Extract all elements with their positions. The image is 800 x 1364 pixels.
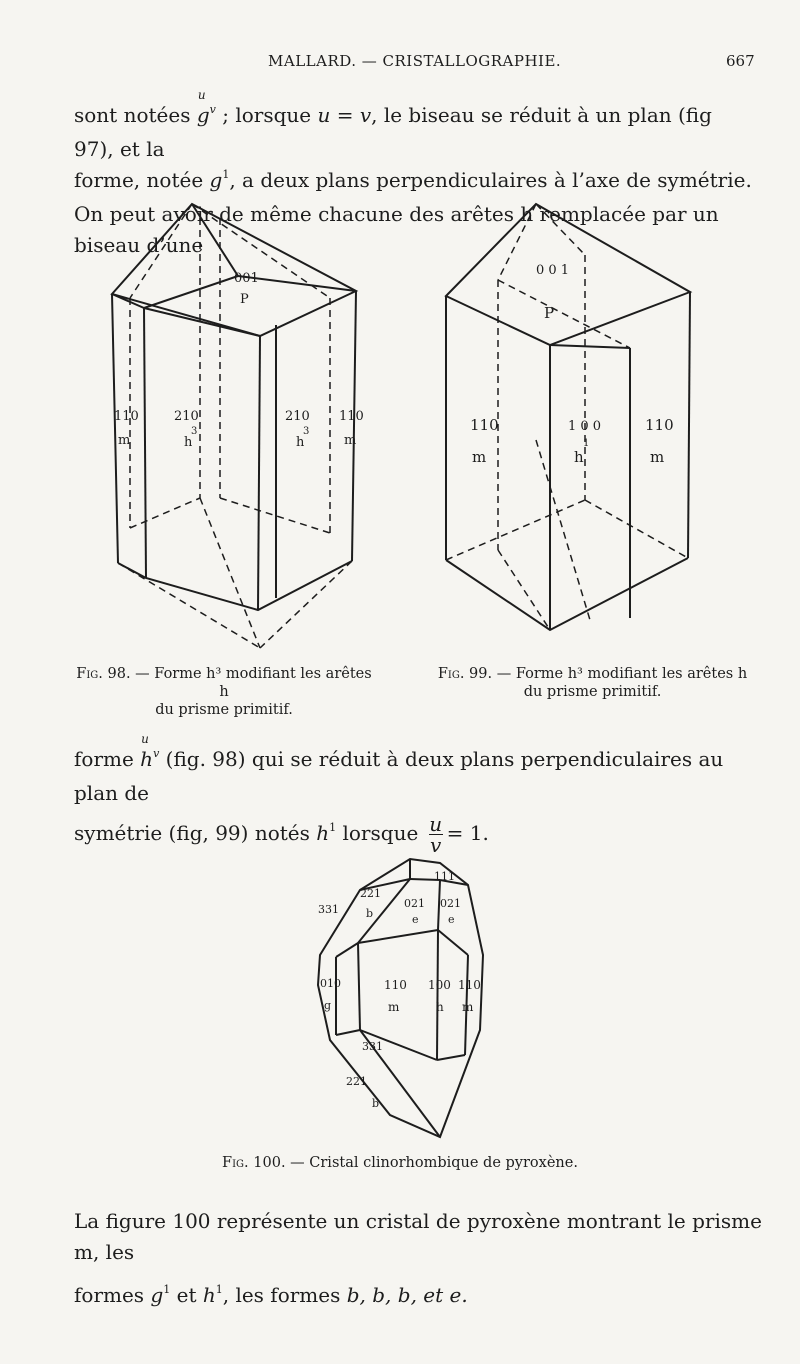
fig98-label-m-right: m: [344, 433, 357, 448]
paragraph-1-line-2: forme, notée $g^1$, a deux plans perpendiculaires à l’axe de symétrie.: [74, 168, 752, 192]
svg-text:3: 3: [303, 426, 310, 437]
fig100-label-331-bottom: 331: [362, 1040, 383, 1053]
paragraph-2: [74, 732, 754, 857]
fig99-label-110-left: 110: [470, 416, 499, 434]
running-title: MALLARD. — CRISTALLOGRAPHIE.: [268, 52, 562, 70]
fig99-label-m-right: m: [650, 448, 665, 466]
paragraph-1-line-3: On peut avoir de même chacune des arêtes h remplacée par un biseau d’une: [74, 202, 719, 257]
fig99-label-h: h: [574, 448, 584, 466]
page-number: 667: [726, 52, 755, 70]
fig100-label-010: 010: [320, 977, 341, 990]
fig100-label-m-left: m: [388, 1000, 400, 1014]
fig100-label-221-top: 221: [360, 887, 381, 900]
fig98-label-110-right: 110: [339, 409, 364, 424]
fig100-label-b-top: b: [366, 907, 374, 920]
fig99-label-110-right: 110: [645, 416, 674, 434]
fig100-label-021-right: 021: [440, 897, 461, 910]
paragraph-3-line-2: formes $g^1$ et $h^1$, les formes b, b, b, et e.: [74, 1283, 468, 1307]
paragraph-3-line-1: La figure 100 représente un cristal de pyroxène montrant le prisme m, les: [74, 1209, 762, 1264]
fig100-label-h: h: [436, 1000, 444, 1014]
fig98-label-m-left: m: [118, 433, 131, 448]
svg-text:3: 3: [191, 426, 198, 437]
fig99-label-P: P: [544, 304, 555, 322]
running-header: [0, 52, 800, 82]
paragraph-3: [74, 1206, 764, 1314]
fig98-label-h-right: h: [296, 435, 305, 450]
fig100-label-e-left: e: [412, 913, 419, 926]
figure-100-caption: Fig. 100. — Cristal clinorhombique de pyroxène.: [222, 1155, 578, 1171]
fig100-label-021-left: 021: [404, 897, 425, 910]
fig98-label-110-left: 110: [114, 409, 139, 424]
paragraph-2-line-1: forme h u $^v$ (fig. 98) qui se réduit à deux plans perpendiculaires au plan de: [74, 732, 724, 805]
fraction-u-over-v: $\frac{u}{v}$: [429, 812, 443, 857]
fig100-label-b-bottom: b: [372, 1097, 380, 1110]
fig100-label-100: 100: [428, 978, 451, 992]
fig100-label-e-right: e: [448, 913, 455, 926]
fig100-label-221-bottom: 221: [346, 1075, 367, 1088]
paragraph-1-line-1: sont notées g u $^v$ ; lorsque u = v, le biseau se réduit à un plan (fig 97), et la: [74, 88, 712, 161]
fig98-label-P: P: [240, 292, 249, 307]
fig100-label-m-right: m: [462, 1000, 474, 1014]
fig100-label-331-top: 331: [318, 903, 339, 916]
figure-98-caption: Fig. 98. — Forme h³ modifiant les arêtes h du prisme primitif.: [76, 666, 372, 718]
fig98-label-h-left: h: [184, 435, 193, 450]
fig98-label-210-left: 210: [174, 409, 199, 424]
fig100-label-110-left: 110: [384, 978, 407, 992]
paragraph-2-line-2: symétrie (fig, 99) notés $h^1$ lorsque $\frac{u}{v} = 1$.: [74, 812, 489, 857]
fig98-label-001: 001: [234, 271, 259, 286]
fig100-label-g: g: [324, 999, 332, 1012]
figure-99-caption: Fig. 99. — Forme h³ modifiant les arêtes h du prisme primitif.: [437, 666, 748, 700]
fig99-label-m-left: m: [472, 448, 487, 466]
fig98-label-210-right: 210: [285, 409, 310, 424]
fig100-label-111: 111: [434, 870, 455, 883]
figure-100-crystal: [300, 845, 500, 1145]
fig100-label-110-right: 110: [458, 978, 481, 992]
fig99-label-001: 0 0 1: [536, 263, 570, 278]
fig99-label-100: 1 0 0: [568, 419, 602, 434]
svg-text:1: 1: [583, 438, 590, 449]
figure-98-crystal: [100, 198, 370, 658]
figure-99-crystal: [440, 200, 700, 660]
